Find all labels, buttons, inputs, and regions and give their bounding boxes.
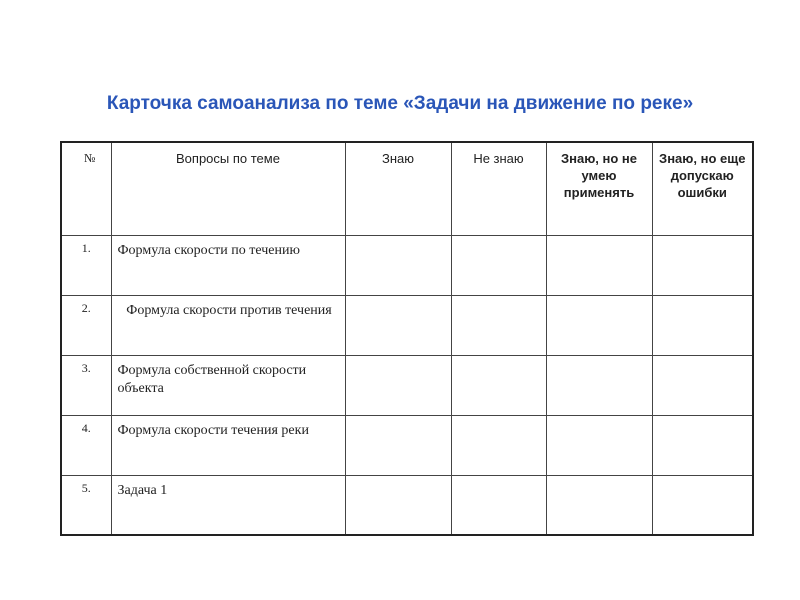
self-analysis-table [60,141,754,536]
cell-know[interactable] [345,295,451,355]
cell-know-make-mistakes[interactable] [652,295,753,355]
cell-know[interactable] [345,475,451,535]
cell-know-cant-apply[interactable] [546,235,652,295]
cell-dont-know[interactable] [451,295,546,355]
row-question: Формула скорости течения реки [111,415,345,475]
header-know: Знаю [345,142,451,235]
cell-dont-know[interactable] [451,415,546,475]
cell-know[interactable] [345,355,451,415]
cell-know-cant-apply[interactable] [546,355,652,415]
row-number: 1. [61,235,111,295]
row-question: Формула собственной скорости объекта [111,355,345,415]
table-header-row [61,142,753,235]
table-row [61,355,753,415]
table-row [61,235,753,295]
cell-know-make-mistakes[interactable] [652,415,753,475]
page-title: Карточка самоанализа по теме «Задачи на движение по реке» [106,93,694,114]
cell-know-make-mistakes[interactable] [652,355,753,415]
table-row [61,295,753,355]
table-row [61,415,753,475]
cell-know-make-mistakes[interactable] [652,235,753,295]
table-row [61,475,753,535]
cell-dont-know[interactable] [451,355,546,415]
row-question: Задача 1 [111,475,345,535]
header-questions: Вопросы по теме [111,142,345,235]
row-number: 5. [61,475,111,535]
cell-dont-know[interactable] [451,475,546,535]
cell-know[interactable] [345,235,451,295]
cell-know-cant-apply[interactable] [546,415,652,475]
cell-know-cant-apply[interactable] [546,295,652,355]
cell-know-make-mistakes[interactable] [652,475,753,535]
header-know-make-mistakes: Знаю, но еще допускаю ошибки [652,142,753,235]
cell-know[interactable] [345,415,451,475]
row-number: 2. [61,295,111,355]
header-know-cant-apply: Знаю, но не умею применять [546,142,652,235]
row-question: Формула скорости против течения [111,295,345,355]
cell-know-cant-apply[interactable] [546,475,652,535]
row-question: Формула скорости по течению [111,235,345,295]
row-number: 4. [61,415,111,475]
header-number: № [61,142,111,235]
cell-dont-know[interactable] [451,235,546,295]
row-number: 3. [61,355,111,415]
header-dont-know: Не знаю [451,142,546,235]
